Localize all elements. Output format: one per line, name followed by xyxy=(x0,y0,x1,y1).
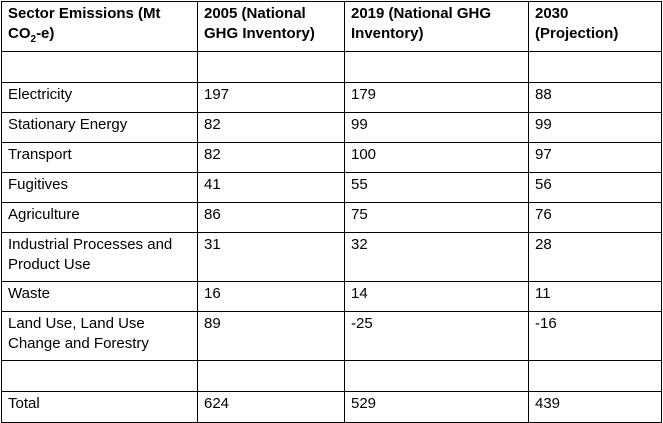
blank-cell xyxy=(529,52,662,83)
value-2019-cell: 100 xyxy=(345,143,529,173)
header-2030: 2030 (Projection) xyxy=(529,2,662,52)
value-2030-cell: 88 xyxy=(529,83,662,113)
blank-cell xyxy=(2,52,198,83)
value-2030-cell: 99 xyxy=(529,113,662,143)
header-row xyxy=(2,2,662,52)
table-row xyxy=(2,83,662,113)
value-2005-cell: 197 xyxy=(198,83,345,113)
header-sector: Sector Emissions (Mt $CO_2-e$) xyxy=(2,2,198,52)
sector-cell: Land Use, Land Use Change and Forestry xyxy=(2,312,198,361)
value-2005-cell: 16 xyxy=(198,282,345,312)
value-2019-cell: 14 xyxy=(345,282,529,312)
value-2030-cell: 11 xyxy=(529,282,662,312)
table-row xyxy=(2,173,662,203)
value-2019-cell: 55 xyxy=(345,173,529,203)
total-label-cell: Total xyxy=(2,392,198,423)
sector-cell: Stationary Energy xyxy=(2,113,198,143)
value-2030-cell: 56 xyxy=(529,173,662,203)
table-row xyxy=(2,143,662,173)
sector-cell: Fugitives xyxy=(2,173,198,203)
total-row xyxy=(2,392,662,423)
table-row xyxy=(2,233,662,282)
sector-emissions-table xyxy=(1,1,662,423)
table-row xyxy=(2,312,662,361)
value-2005-cell: 41 xyxy=(198,173,345,203)
value-2005-cell: 31 xyxy=(198,233,345,282)
table-row xyxy=(2,203,662,233)
sector-cell: Transport xyxy=(2,143,198,173)
value-2005-cell: 89 xyxy=(198,312,345,361)
blank-cell xyxy=(198,52,345,83)
header-2019: 2019 (National GHG Inventory) xyxy=(345,2,529,52)
value-2019-cell: 179 xyxy=(345,83,529,113)
value-2030-cell: 76 xyxy=(529,203,662,233)
total-2019-cell: 529 xyxy=(345,392,529,423)
value-2019-cell: 32 xyxy=(345,233,529,282)
sector-cell: Electricity xyxy=(2,83,198,113)
value-2005-cell: 86 xyxy=(198,203,345,233)
table-row xyxy=(2,282,662,312)
total-2005-cell: 624 xyxy=(198,392,345,423)
sector-cell: Agriculture xyxy=(2,203,198,233)
sector-cell: Industrial Processes and Product Use xyxy=(2,233,198,282)
blank-cell xyxy=(345,52,529,83)
header-2005: 2005 (National GHG Inventory) xyxy=(198,2,345,52)
blank-cell xyxy=(345,361,529,392)
value-2019-cell: 75 xyxy=(345,203,529,233)
value-2030-cell: -16 xyxy=(529,312,662,361)
table-row xyxy=(2,113,662,143)
blank-cell xyxy=(529,361,662,392)
value-2019-cell: 99 xyxy=(345,113,529,143)
blank-row xyxy=(2,52,662,83)
total-2030-cell: 439 xyxy=(529,392,662,423)
value-2030-cell: 28 xyxy=(529,233,662,282)
blank-cell xyxy=(198,361,345,392)
value-2005-cell: 82 xyxy=(198,113,345,143)
value-2019-cell: -25 xyxy=(345,312,529,361)
sector-cell: Waste xyxy=(2,282,198,312)
blank-cell xyxy=(2,361,198,392)
value-2030-cell: 97 xyxy=(529,143,662,173)
value-2005-cell: 82 xyxy=(198,143,345,173)
blank-row xyxy=(2,361,662,392)
